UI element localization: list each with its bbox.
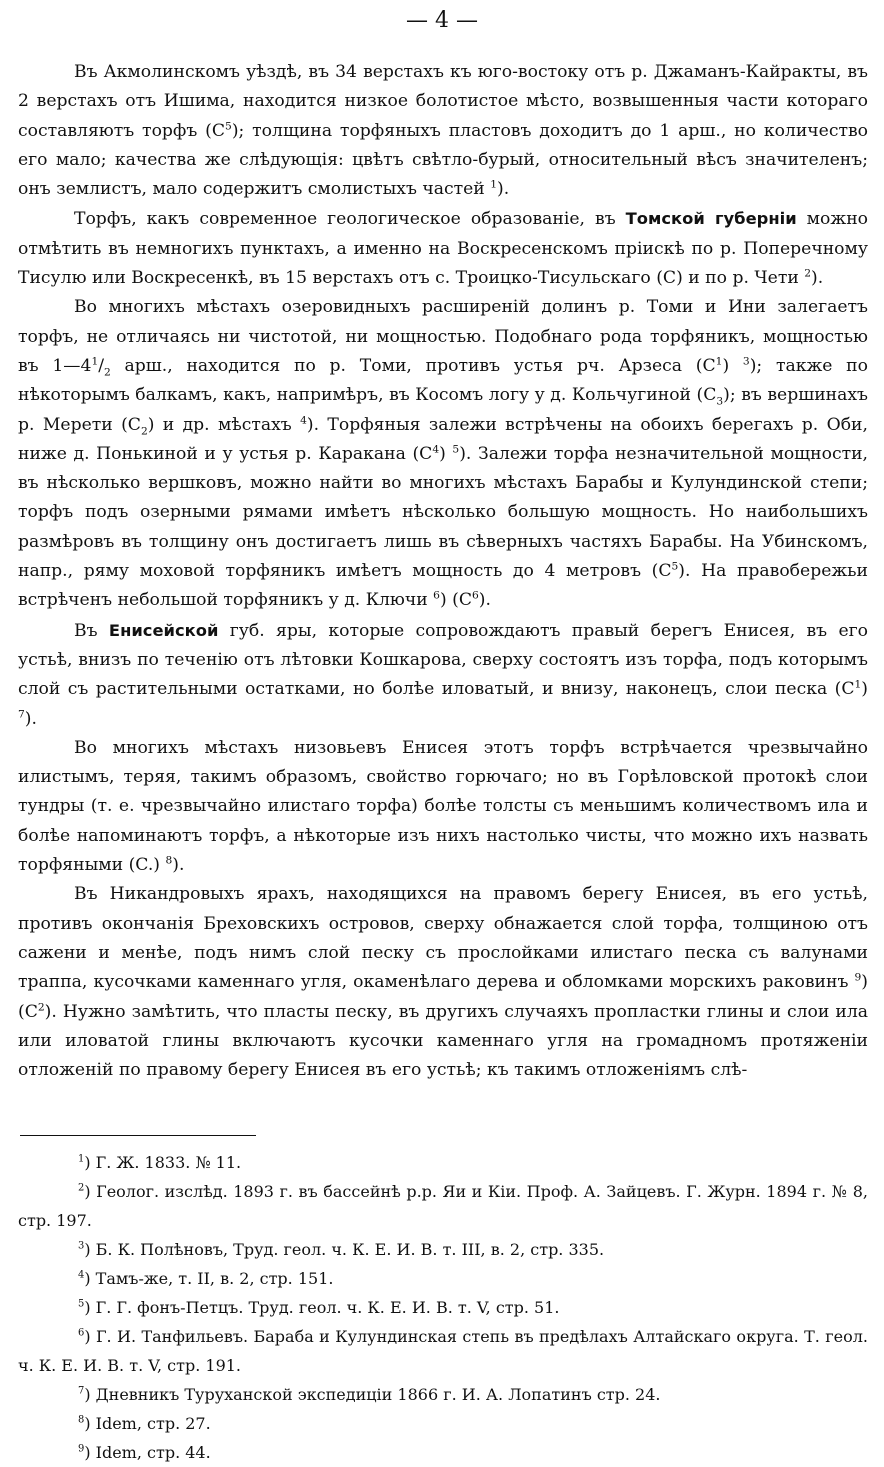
footnote: $^4$) Тамъ-же, т. II, в. 2, стр. 151. (78, 1269, 334, 1288)
footnotes (18, 1148, 868, 1467)
superscript: 1 (490, 177, 497, 191)
page-number: — 4 — (406, 8, 478, 33)
superscript: 1 (715, 354, 723, 368)
superscript: 8 (78, 1414, 85, 1426)
superscript: 5 (452, 442, 460, 456)
superscript: 3 (78, 1240, 85, 1252)
superscript: 5 (225, 118, 232, 132)
body-text (18, 58, 868, 1085)
superscript: 5 (78, 1298, 85, 1310)
footnote: $^3$) Б. К. Полѣновъ, Труд. геол. ч. К. Е. И. В. т. III, в. 2, стр. 335. (78, 1240, 605, 1259)
superscript: 5 (671, 559, 679, 573)
subscript: 2 (140, 424, 148, 437)
bold-term: Енисейской (108, 620, 219, 640)
footnote: $^9$) Idem, стр. 44. (78, 1443, 211, 1462)
bold-term: Томской губерніи (625, 209, 797, 229)
superscript: 2 (804, 266, 812, 280)
paragraph: Торфъ, какъ современное геологическое образованіе, въ Томской губерніи можно отмѣтить въ немногихъ пунктахъ, а именно на Воскресенскомъ пріискѣ по р. Поперечному Тисулю или Воскресенкѣ, въ 15 верстахъ отъ с. Троицко-Тисульскаго (C) и по р. Чети $^2$). (18, 209, 868, 289)
superscript: 9 (854, 970, 862, 984)
footnote: $^5$) Г. Г. фонъ-Петцъ. Труд. геол. ч. К. Е. И. В. т. V, стр. 51. (78, 1298, 560, 1317)
superscript: 4 (300, 412, 307, 426)
footnote: $^1$) Г. Ж. 1833. № 11. (78, 1153, 242, 1172)
paragraph: Въ Енисейской губ. яры, которые сопровождаютъ правый берегъ Енисея, въ его устьѣ, внизъ по теченію отъ лѣтовки Кошкарова, сверху состоятъ изъ торфа, подъ которымъ слой съ растительными остатками, но болѣе иловатый, и внизу, наконецъ, слои песка $(C^1)$ $^7$). (18, 620, 868, 729)
paragraph: Въ Акмолинскомъ уѣздѣ, въ 34 верстахъ къ юго-востоку отъ р. Джаманъ-Кайракты, въ 2 верстахъ отъ Ишима, находится низкое болотистое мѣсто, возвышенныя части котораго составляютъ торфъ $(C^5)$; толщина торфяныхъ пластовъ доходитъ до 1 арш., но количество его мало; качества же слѣдующія: цвѣтъ свѣтло-бурый, относительный вѣсъ значителенъ; онъ землистъ, мало содержитъ смолистыхъ частей $^1$). (18, 62, 868, 200)
subscript: 2 (104, 365, 111, 379)
superscript: 7 (78, 1385, 85, 1397)
footnote-divider (20, 1135, 256, 1136)
footnote: $^2$) Геолог. изслѣд. 1893 г. въ бассейнѣ р.р. Яи и Кіи. Проф. А. Зайцевъ. Г. Журн. 1894 г. № 8, стр. 197. (18, 1182, 868, 1230)
footnote: $^8$) Idem, стр. 27. (78, 1414, 211, 1433)
paragraph: Во многихъ мѣстахъ низовьевъ Енисея этотъ торфъ встрѣчается чрезвычайно илистымъ, теряя, такимъ образомъ, свойство горючаго; но въ Горѣловской протокѣ слои тундры (т. е. чрезвычайно илистаго торфа) болѣе толсты съ меньшимъ количествомъ ила и болѣе напоминаютъ торфъ, а нѣкоторые изъ нихъ настолько чисты, что можно ихъ назвать торфяными (C.) $^8$). (18, 737, 868, 876)
superscript: 1 (78, 1153, 85, 1165)
superscript: 6 (433, 588, 440, 602)
superscript: 9 (78, 1443, 85, 1455)
paragraph: Въ Никандровыхъ ярахъ, находящихся на правомъ берегу Енисея, въ его устьѣ, противъ окончанія Бреховскихъ островов, сверху обнажается слой торфа, толщиною отъ сажени и менѣе, подъ нимъ слой песку съ прослойками илистаго песка съ валунами траппа, кусочками каменнаго угля, окаменѣлаго дерева и обломками морскихъ раковинъ $^9$) $(C^2)$. Нужно замѣтить, что пласты песку, въ другихъ случаяхъ пропластки глины и слои ила или иловатой глины включаютъ кусочки каменнаго угля на громадномъ протяженіи отложеній по правому берегу Енисея въ его устьѣ; къ такимъ отложеніямъ слѣ- (18, 884, 868, 1081)
footnote: $^6$) Г. И. Танфильевъ. Бараба и Кулундинская степь въ предѣлахъ Алтайскаго округа. Т. геол. ч. К. Е. И. В. т. V, стр. 191. (18, 1327, 868, 1375)
superscript: 6 (78, 1327, 85, 1339)
footnote: $^7$) Дневникъ Туруханской экспедиціи 1866 г. И. А. Лопатинъ стр. 24. (78, 1385, 661, 1404)
superscript: 6 (471, 588, 479, 602)
superscript: 1 (854, 677, 862, 691)
superscript: 2 (78, 1182, 85, 1194)
superscript: 3 (742, 354, 750, 368)
superscript: 2 (37, 999, 45, 1013)
superscript: 4 (432, 442, 440, 456)
superscript: 4 (78, 1269, 85, 1281)
superscript: 1 (91, 354, 99, 368)
paragraph: Во многихъ мѣстахъ озеровидныхъ расширеній долинъ р. Томи и Ини залегаетъ торфъ, не отличаясь ни чистотой, ни мощностью. Подобнаго рода торфяникъ, мощностью въ $1—4^1/_2$ арш., находится по р. Томи, противъ устья рч. Арзеса $(C^1)$ $^3$); также по нѣкоторымъ балкамъ, какъ, напримѣръ, въ Косомъ логу у д. Кольчугиной $(C_3)$; въ вершинахъ р. Мерети $(C_2)$ и др. мѣстахъ $^4$). Торфяныя залежи встрѣчены на обоихъ берегахъ р. Оби, ниже д. Понькиной и у устья р. Каракана $(C^4)$ $^5$). Залежи торфа незначительной мощности, въ нѣсколько вершковъ, можно найти во многихъ мѣстахъ Барабы и Кулундинской степи; торфъ подъ озерными рямами имѣетъ нѣсколько большую мощность. Но наибольшихъ размѣровъ въ толщину онъ достигаетъ лишь въ сѣверныхъ частяхъ Барабы. На Убинскомъ, напр., ряму моховой торфяникъ имѣетъ мощность до 4 метровъ $(C^5)$. На правобережьи встрѣченъ небольшой торфяникъ у д. Ключи $^6$) $(C^6)$. (18, 297, 868, 611)
superscript: 7 (18, 706, 25, 720)
superscript: 8 (165, 853, 173, 867)
subscript: 3 (716, 394, 724, 408)
